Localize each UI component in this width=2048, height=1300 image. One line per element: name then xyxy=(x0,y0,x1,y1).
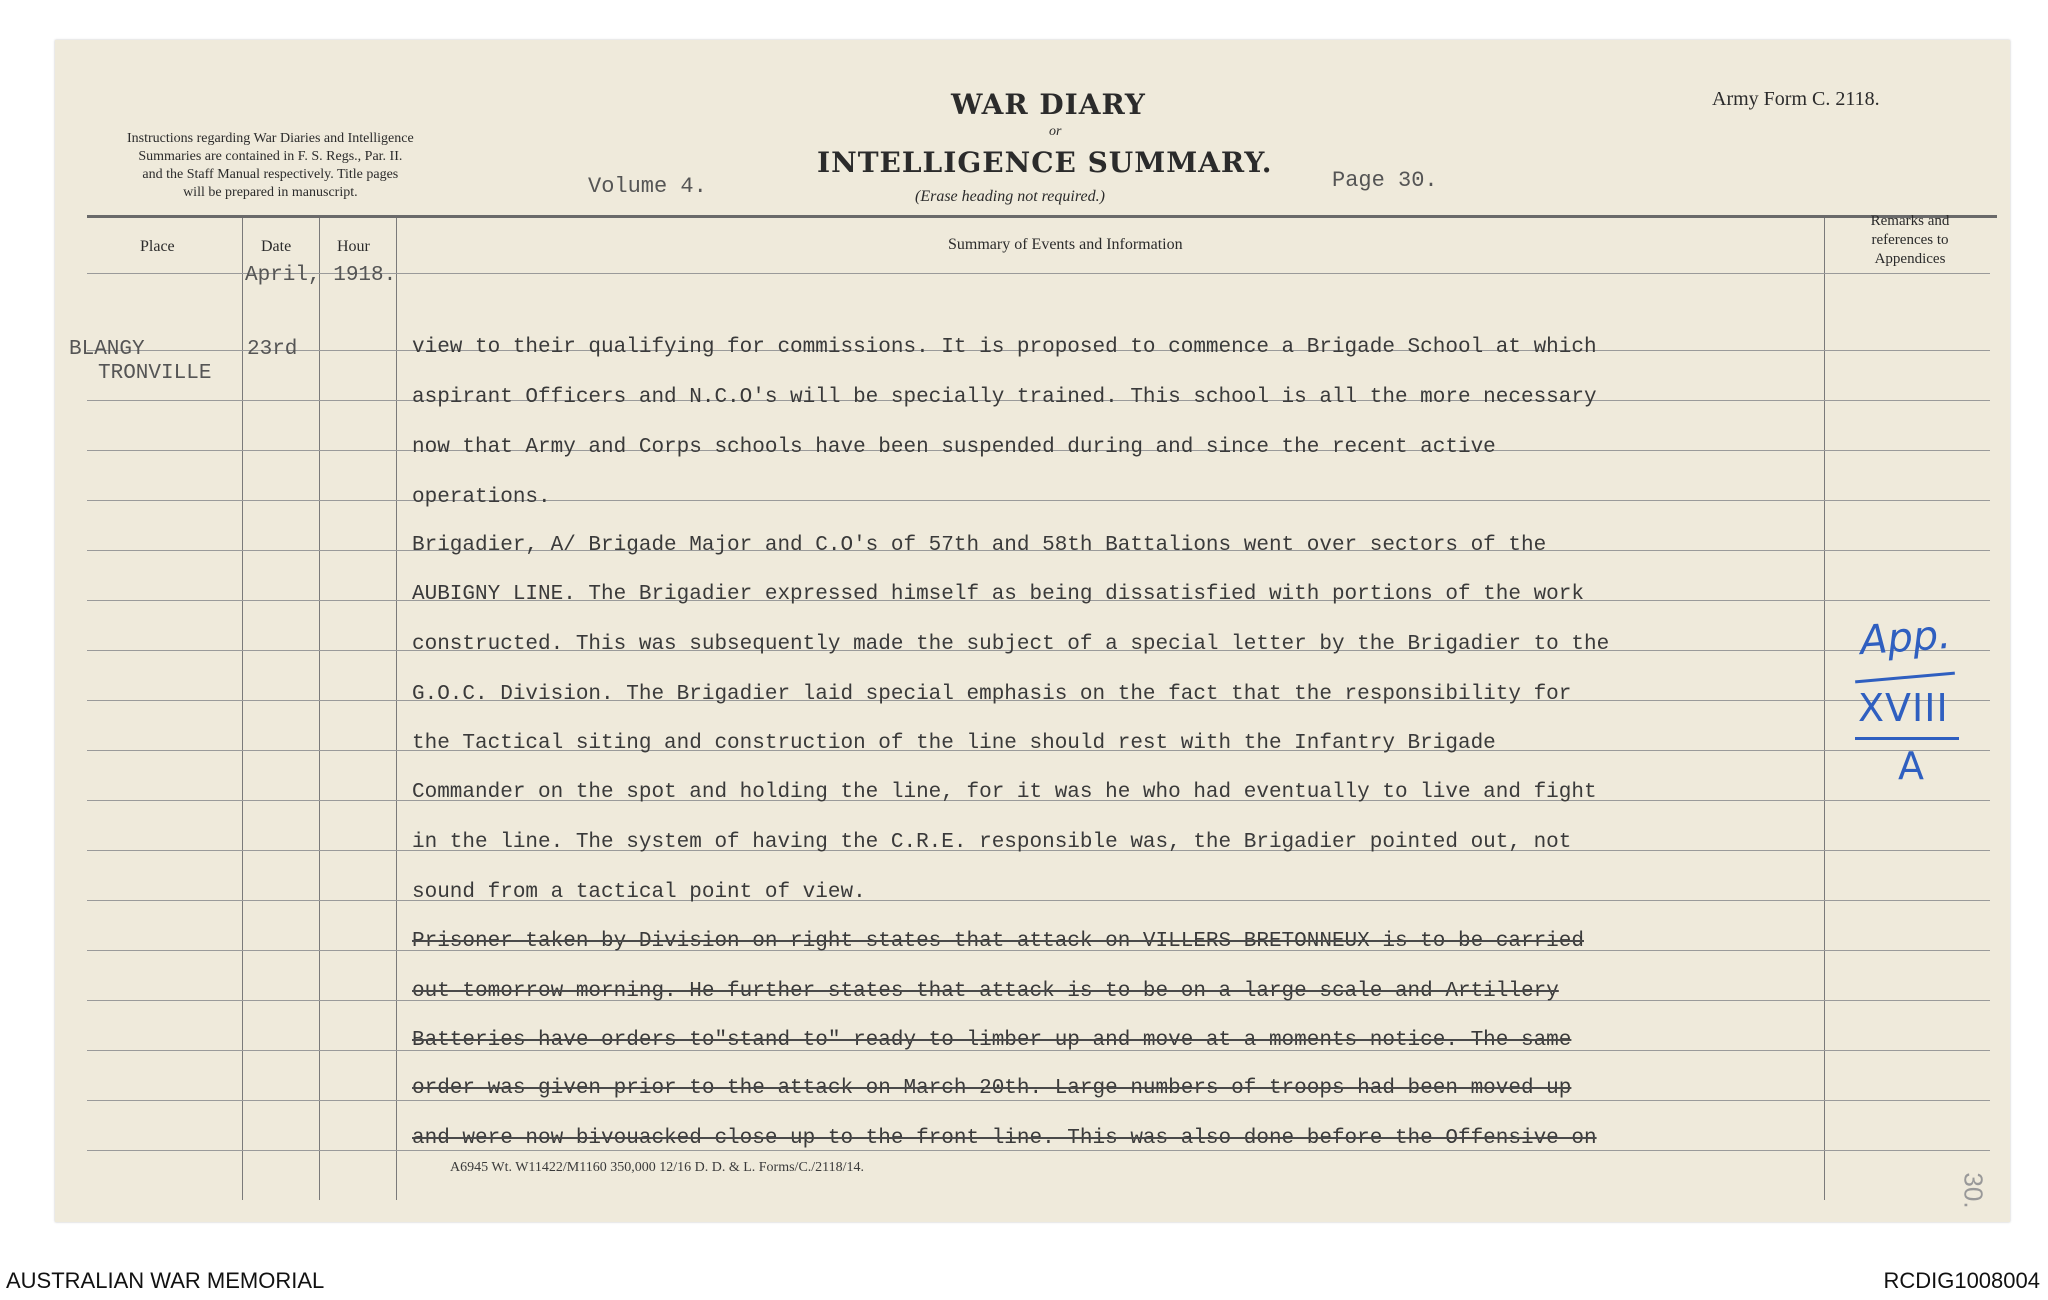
page-label: Page 30. xyxy=(1332,168,1438,193)
instructions-line: and the Staff Manual respectively. Title pages xyxy=(142,167,399,182)
ruled-line xyxy=(87,1100,1990,1101)
month-year: April, 1918. xyxy=(245,264,397,287)
army-form-number: Army Form C. 2118. xyxy=(1712,88,1880,110)
footer-id: RCDIG1008004 xyxy=(1883,1268,2040,1293)
summary-line-struck: and were now bivouacked close up to the front line. This was also done before the Offensive on xyxy=(412,1127,1597,1150)
summary-line: AUBIGNY LINE. The Brigadier expressed himself as being dissatisfied with portions of the work xyxy=(412,583,1584,606)
summary-line: Commander on the spot and holding the line, for it was he who had eventually to live and fight xyxy=(412,781,1597,804)
summary-line-struck: order was given prior to the attack on March 20th. Large numbers of troops had been moved up xyxy=(412,1077,1572,1100)
ruled-line xyxy=(87,1150,1990,1151)
annotation-underline xyxy=(1855,737,1959,740)
column-header-place: Place xyxy=(140,238,175,255)
instructions-line: Instructions regarding War Diaries and Intelligence xyxy=(127,131,414,146)
remarks-header-line: Remarks and xyxy=(1870,213,1950,229)
diary-page xyxy=(55,40,2010,1222)
instructions-block xyxy=(127,130,414,202)
page-mark: 30. xyxy=(1958,1172,1989,1209)
summary-line: in the line. The system of having the C.R.E. responsible was, the Brigadier pointed out, not xyxy=(412,831,1572,854)
appendix-annotation-line: A xyxy=(1898,744,1924,788)
form-subtitle: INTELLIGENCE SUMMARY. xyxy=(817,146,1273,179)
remarks-header-line: references to xyxy=(1871,232,1949,248)
erase-note: (Erase heading not required.) xyxy=(915,188,1105,205)
ruled-line xyxy=(87,500,1990,501)
summary-line: constructed. This was subsequently made the subject of a special letter by the Brigadier to the xyxy=(412,633,1610,656)
instructions-line: will be prepared in manuscript. xyxy=(183,185,358,200)
header-rule xyxy=(87,215,1997,218)
column-header-hour: Hour xyxy=(337,238,370,255)
summary-line: G.O.C. Division. The Brigadier laid special emphasis on the fact that the responsibility for xyxy=(412,683,1572,706)
summary-line: now that Army and Corps schools have been suspended during and since the recent active xyxy=(412,436,1496,459)
summary-line: view to their qualifying for commissions. It is proposed to commence a Brigade School at which xyxy=(412,336,1597,359)
column-header-date: Date xyxy=(261,238,292,255)
print-code: A6945 Wt. W11422/M1160 350,000 12/16 D. D. & L. Forms/C./2118/14. xyxy=(450,1160,865,1175)
volume-label: Volume 4. xyxy=(588,174,707,199)
instructions-line: Summaries are contained in F. S. Regs., Par. II. xyxy=(138,149,403,164)
form-or: or xyxy=(1049,124,1062,139)
form-title: WAR DIARY xyxy=(951,88,1146,121)
appendix-annotation-line: XVIII xyxy=(1858,686,1949,730)
summary-line: aspirant Officers and N.C.O's will be specially trained. This school is all the more necessary xyxy=(412,386,1597,409)
annotation-underline xyxy=(1855,672,1955,684)
place-name: TRONVILLE xyxy=(98,362,212,385)
appendix-annotation-line: App. xyxy=(1858,611,1953,665)
summary-line-struck: Batteries have orders to"stand to" ready to limber up and move at a moments notice. The same xyxy=(412,1029,1572,1052)
column-divider xyxy=(396,218,397,1200)
column-divider xyxy=(242,218,243,1200)
place-name: BLANGY xyxy=(69,338,145,361)
ruled-line xyxy=(87,900,1990,901)
summary-line: sound from a tactical point of view. xyxy=(412,881,866,904)
summary-line: the Tactical siting and construction of the line should rest with the Infantry Brigade xyxy=(412,732,1496,755)
footer-source: AUSTRALIAN WAR MEMORIAL xyxy=(6,1268,325,1293)
column-divider xyxy=(319,218,320,1200)
column-header-summary: Summary of Events and Information xyxy=(948,236,1183,253)
entry-date: 23rd xyxy=(247,338,298,361)
remarks-header-line: Appendices xyxy=(1874,251,1946,267)
summary-line: operations. xyxy=(412,486,551,509)
summary-line-struck: Prisoner taken by Division on right states that attack on VILLERS BRETONNEUX is to be carried xyxy=(412,930,1584,953)
summary-line: Brigadier, A/ Brigade Major and C.O's of 57th and 58th Battalions went over sectors of the xyxy=(412,534,1547,557)
summary-line-struck: out tomorrow morning. He further states that attack is to be on a large scale and Artillery xyxy=(412,980,1559,1003)
column-divider xyxy=(1824,218,1825,1200)
column-header-remarks xyxy=(1850,212,1970,269)
